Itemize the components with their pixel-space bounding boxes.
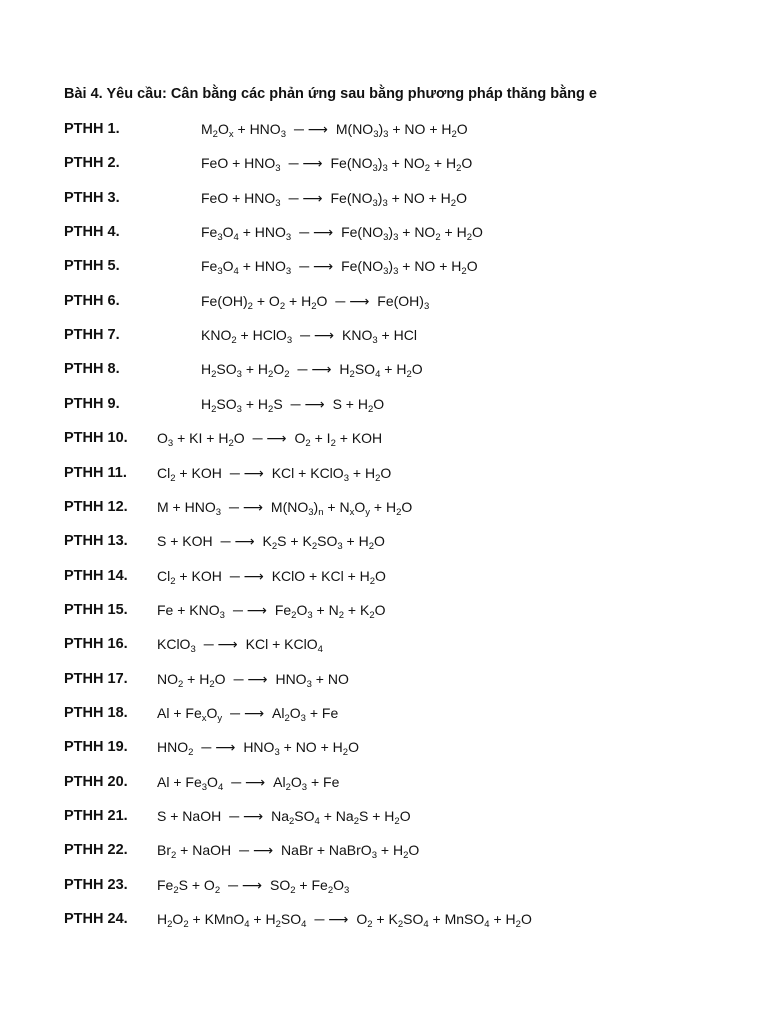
reactants: $Fe(OH)_2 + O_2 + H_2O$ [201, 292, 328, 312]
reaction-arrow-icon: ─ ⟶ [290, 395, 325, 412]
products: $O_2 + I_2$ + KOH [294, 430, 383, 450]
products: $Fe(OH)_3$ [377, 292, 430, 312]
equation-label: PTHH 7. [64, 327, 120, 344]
reaction-arrow-icon: ─ ⟶ [233, 670, 268, 687]
products: KCl + KClO$_4$ [245, 636, 323, 656]
reactants: $M + HNO_3$ [157, 498, 222, 518]
reaction-arrow-icon: ─ ⟶ [229, 808, 264, 824]
reaction-arrow-icon: ─ ⟶ [229, 498, 263, 515]
equation-row [0, 327, 768, 349]
equation-formula [157, 568, 386, 585]
reactants: FeO + $HNO_3$ [201, 155, 281, 175]
equation-formula [157, 465, 391, 482]
equation-formula [201, 396, 384, 413]
exercise-title: Bài 4. Yêu cầu: Cân bằng các phản ứng sau bằng phương pháp thăng bằng e [64, 86, 597, 102]
reactants: $Al + Fe_xO_y$ [157, 704, 223, 724]
equation-formula [157, 705, 338, 722]
equation-label: PTHH 4. [64, 224, 120, 241]
equation-row [0, 499, 768, 521]
equation-label: PTHH 15. [64, 601, 128, 618]
reaction-arrow-icon: ─ ⟶ [230, 704, 265, 721]
equation-row [0, 361, 768, 383]
equation-label: PTHH 22. [64, 842, 128, 859]
products: $Fe(NO_3)_3 + NO_2 + H_2O$ [341, 224, 483, 244]
products: $M(NO_3)_3$ + NO + $H_2O$ [335, 121, 468, 140]
equation-formula [201, 224, 483, 244]
reactants: $Cl_2$ + KOH [157, 567, 222, 587]
equation-label: PTHH 14. [64, 567, 128, 584]
equation-row [0, 739, 768, 761]
products: $H_2SO_4 + H_2O$ [339, 361, 423, 381]
equation-formula [201, 327, 417, 347]
reaction-arrow-icon: ─ ⟶ [300, 327, 335, 344]
equation-label: PTHH 24. [64, 911, 128, 928]
equation-label: PTHH 23. [64, 876, 128, 893]
reaction-arrow-icon: ─ ⟶ [201, 739, 236, 756]
products: $M(NO_3)_n + N_xO_y + H_2O$ [270, 498, 413, 518]
equation-label: PTHH 13. [64, 533, 128, 550]
reaction-arrow-icon: ─ ⟶ [228, 876, 263, 893]
equation-formula [201, 155, 473, 175]
reactants: $H_2O_2$ + KMnO$_4$ + $H_2SO_4$ [157, 911, 307, 931]
products: $Al_2O_3 + Fe$ [272, 704, 339, 724]
equation-row [0, 190, 768, 212]
equation-formula [201, 121, 468, 138]
reactants: $Fe + KNO_3$ [157, 601, 225, 621]
products: $Fe_2O_3 + N_2 + K_2O$ [274, 601, 386, 621]
equation-formula [157, 533, 385, 553]
equation-row [0, 842, 768, 864]
equation-label: PTHH 17. [64, 670, 128, 687]
reaction-arrow-icon: ─ ⟶ [229, 567, 264, 584]
equation-formula [157, 842, 420, 862]
equation-row [0, 533, 768, 555]
equation-row [0, 396, 768, 418]
equation-formula [201, 361, 423, 381]
reaction-arrow-icon: ─ ⟶ [288, 189, 323, 206]
equation-formula [157, 636, 323, 656]
products: $Fe(NO_3)_3 + NO_2 + H_2O$ [330, 155, 473, 175]
equation-label: PTHH 19. [64, 739, 128, 756]
reaction-arrow-icon: ─ ⟶ [335, 292, 370, 309]
reactants: $M_2O_x + HNO_3$ [201, 121, 286, 140]
products: $HNO_3$ + NO + $H_2O$ [243, 739, 359, 759]
equation-label: PTHH 5. [64, 258, 120, 275]
equation-row [0, 911, 768, 933]
equation-label: PTHH 18. [64, 704, 128, 721]
reactants: $Br_2$ + NaOH [157, 842, 232, 862]
equation-label: PTHH 21. [64, 808, 128, 824]
equation-row [0, 258, 768, 280]
reaction-arrow-icon: ─ ⟶ [297, 361, 332, 378]
reactants: $Al + Fe_3O_4$ [157, 773, 224, 793]
equation-label: PTHH 9. [64, 395, 120, 412]
reactants: $H_2SO_3 + H_2O_2$ [201, 361, 290, 381]
equation-label: PTHH 12. [64, 498, 128, 515]
equation-label: PTHH 20. [64, 773, 128, 790]
equation-label: PTHH 1. [64, 121, 120, 137]
products: $Na_2SO_4 + Na_2S + H_2O$ [271, 808, 411, 827]
equation-label: PTHH 3. [64, 189, 120, 206]
equation-row [0, 636, 768, 658]
equation-row [0, 465, 768, 487]
reaction-arrow-icon: ─ ⟶ [288, 155, 323, 172]
reaction-arrow-icon: ─ ⟶ [252, 430, 287, 447]
equation-formula [201, 258, 478, 278]
equation-row [0, 293, 768, 315]
reactants: S + NaOH [157, 808, 222, 824]
equation-row [0, 430, 768, 452]
reactants: $H_2SO_3 + H_2S$ [201, 395, 283, 415]
reactants: S + KOH [157, 533, 213, 550]
products: $Al_2O_3 + Fe$ [273, 773, 340, 793]
reaction-arrow-icon: ─ ⟶ [314, 911, 349, 928]
equation-formula [157, 430, 383, 450]
reactants: $HNO_2$ [157, 739, 194, 759]
equation-formula [157, 671, 349, 688]
equation-formula [201, 190, 467, 207]
equation-row [0, 602, 768, 624]
products: $K_2S + K_2SO_3 + H_2O$ [262, 533, 385, 553]
products: $SO_2 + Fe_2O_3$ [270, 876, 350, 896]
equation-formula [157, 877, 349, 894]
equation-label: PTHH 16. [64, 636, 128, 653]
equation-row [0, 121, 768, 143]
products: $KNO_3$ + HCl [342, 327, 417, 347]
equation-formula [157, 602, 386, 619]
equation-label: PTHH 11. [64, 464, 127, 481]
reactants: $NO_2 + H_2O$ [157, 670, 226, 690]
reactants: KClO$_3$ [157, 636, 196, 656]
equation-row [0, 774, 768, 796]
equation-label: PTHH 6. [64, 292, 120, 309]
reactants: $Fe_3O_4 + HNO_3$ [201, 224, 292, 244]
equation-row [0, 568, 768, 590]
reaction-arrow-icon: ─ ⟶ [232, 601, 267, 618]
reaction-arrow-icon: ─ ⟶ [299, 258, 334, 275]
equation-formula [157, 911, 532, 931]
reaction-arrow-icon: ─ ⟶ [239, 842, 274, 859]
products: $Fe(NO_3)_3$ + NO + $H_2O$ [330, 189, 467, 209]
reactants: FeO + $HNO_3$ [201, 189, 281, 209]
equation-label: PTHH 8. [64, 361, 120, 378]
reactants: $Cl_2$ + KOH [157, 464, 222, 484]
reaction-arrow-icon: ─ ⟶ [293, 121, 328, 137]
reactants: $Fe_2S + O_2$ [157, 876, 221, 896]
equation-row [0, 808, 768, 830]
equation-label: PTHH 10. [64, 430, 128, 447]
equation-row [0, 877, 768, 899]
products: KCl + KClO$_3$ + $H_2O$ [271, 464, 392, 484]
equation-label: PTHH 2. [64, 155, 120, 172]
reaction-arrow-icon: ─ ⟶ [299, 224, 334, 241]
products: $HNO_3$ + NO [275, 670, 349, 690]
products: NaBr + NaBrO$_3$ + $H_2O$ [281, 842, 420, 862]
equation-formula [201, 293, 429, 310]
reaction-arrow-icon: ─ ⟶ [229, 464, 264, 481]
reaction-arrow-icon: ─ ⟶ [203, 636, 238, 653]
reaction-arrow-icon: ─ ⟶ [231, 773, 266, 790]
reactants: $KNO_2$ + HClO$_3$ [201, 327, 293, 347]
equation-row [0, 224, 768, 246]
equation-formula [157, 499, 412, 516]
equation-row [0, 671, 768, 693]
products: $Fe(NO_3)_3$ + NO + $H_2O$ [341, 258, 478, 278]
products: KClO + KCl + $H_2O$ [271, 567, 386, 587]
products: $O_2 + K_2SO_4$ + MnSO$_4$ + $H_2O$ [356, 911, 532, 931]
reactants: $Fe_3O_4 + HNO_3$ [201, 258, 292, 278]
equation-formula [157, 739, 359, 759]
equation-row [0, 705, 768, 727]
reaction-arrow-icon: ─ ⟶ [220, 533, 255, 550]
reactants: $O_3$ + KI + $H_2O$ [157, 430, 245, 450]
equation-formula [157, 774, 339, 791]
products: $S + H_2O$ [332, 395, 385, 415]
equation-row [0, 155, 768, 177]
equation-formula [157, 808, 411, 825]
